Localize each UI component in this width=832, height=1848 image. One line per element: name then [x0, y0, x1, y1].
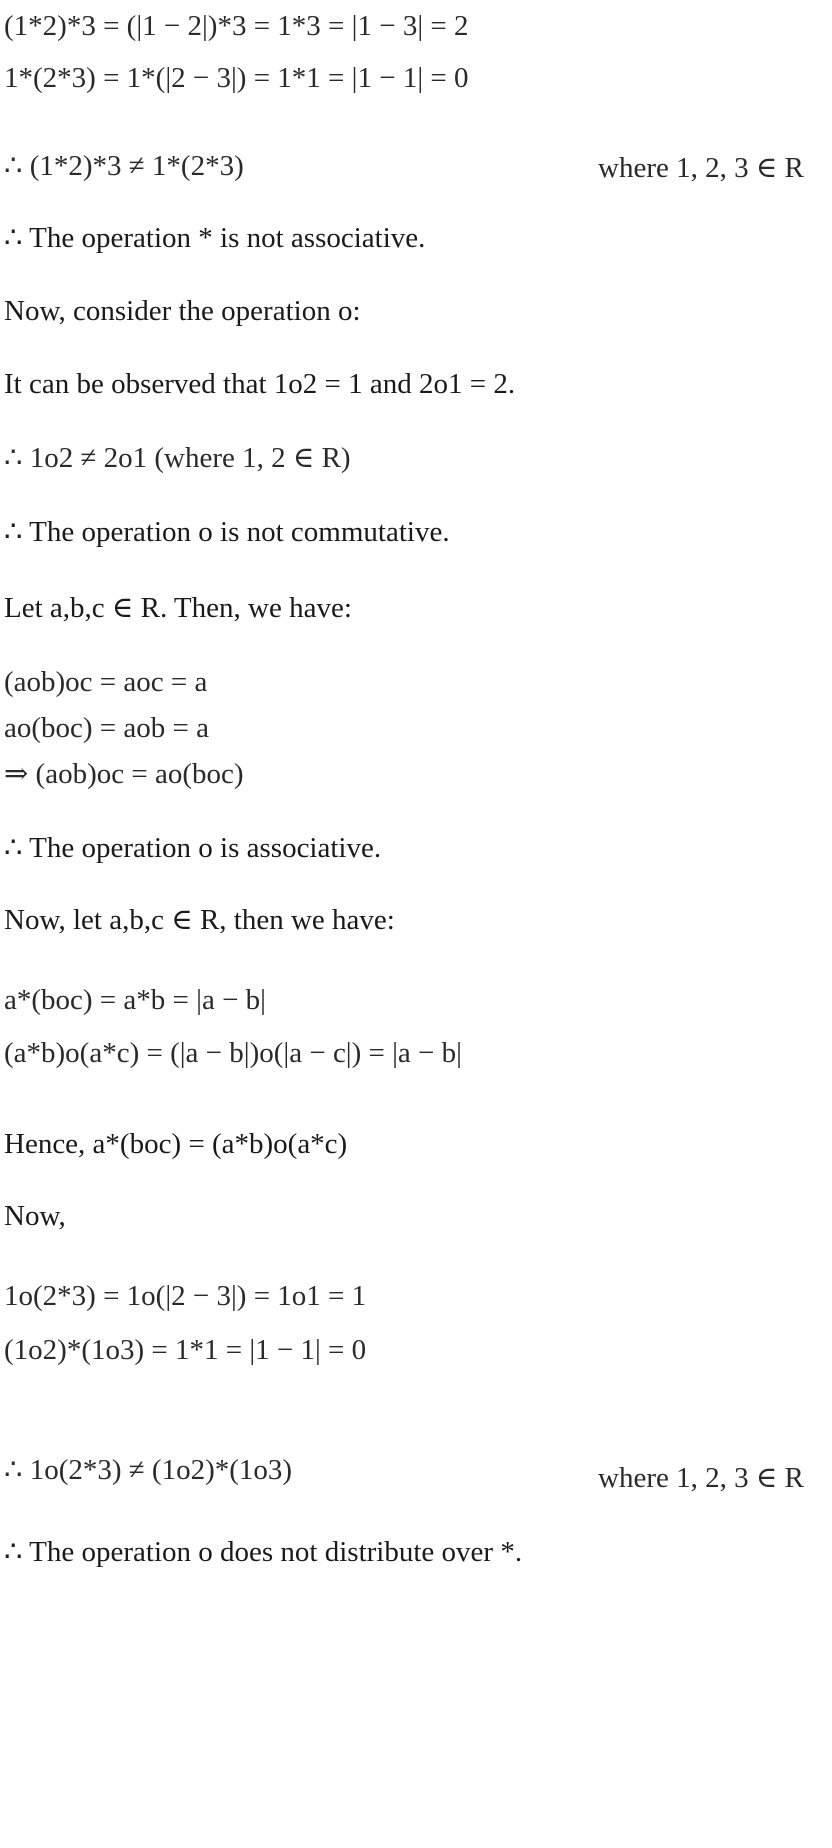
- equation-line: 1o(2*3) = 1o(|2 − 3|) = 1o1 = 1: [4, 1280, 367, 1312]
- equation-line: ao(boc) = aob = a: [4, 712, 210, 744]
- equation-line: a*(boc) = a*b = |a − b|: [4, 984, 266, 1016]
- condition-note: where 1, 2, 3 ∈ R: [598, 152, 804, 184]
- text-line: Hence, a*(boc) = (a*b)o(a*c): [4, 1128, 348, 1160]
- equation-line: (aob)oc = aoc = a: [4, 666, 208, 698]
- equation-line: 1*(2*3) = 1*(|2 − 3|) = 1*1 = |1 − 1| = 0: [4, 62, 469, 94]
- text-line: ∴ The operation o is not commutative.: [4, 516, 450, 548]
- text-line: Let a,b,c ∈ R. Then, we have:: [4, 592, 352, 624]
- text-line: Now, consider the operation o:: [4, 295, 361, 327]
- equation-line: ⇒ (aob)oc = ao(boc): [4, 758, 244, 790]
- equation-line: (1*2)*3 = (|1 − 2|)*3 = 1*3 = |1 − 3| = 2: [4, 10, 469, 42]
- equation-line: ∴ 1o2 ≠ 2o1 (where 1, 2 ∈ R): [4, 442, 351, 474]
- text-line: ∴ The operation o does not distribute over *.: [4, 1536, 523, 1568]
- text-line: Now, let a,b,c ∈ R, then we have:: [4, 904, 395, 936]
- text-line: It can be observed that 1o2 = 1 and 2o1 = 2.: [4, 368, 516, 400]
- text-line: ∴ The operation * is not associative.: [4, 222, 426, 254]
- text-line: Now,: [4, 1200, 66, 1232]
- equation-line: ∴ 1o(2*3) ≠ (1o2)*(1o3): [4, 1454, 293, 1486]
- equation-line: (a*b)o(a*c) = (|a − b|)o(|a − c|) = |a − b|: [4, 1037, 462, 1069]
- equation-line: ∴ (1*2)*3 ≠ 1*(2*3): [4, 150, 244, 182]
- text-line: ∴ The operation o is associative.: [4, 832, 382, 864]
- condition-note: where 1, 2, 3 ∈ R: [598, 1462, 804, 1494]
- equation-line: (1o2)*(1o3) = 1*1 = |1 − 1| = 0: [4, 1334, 367, 1366]
